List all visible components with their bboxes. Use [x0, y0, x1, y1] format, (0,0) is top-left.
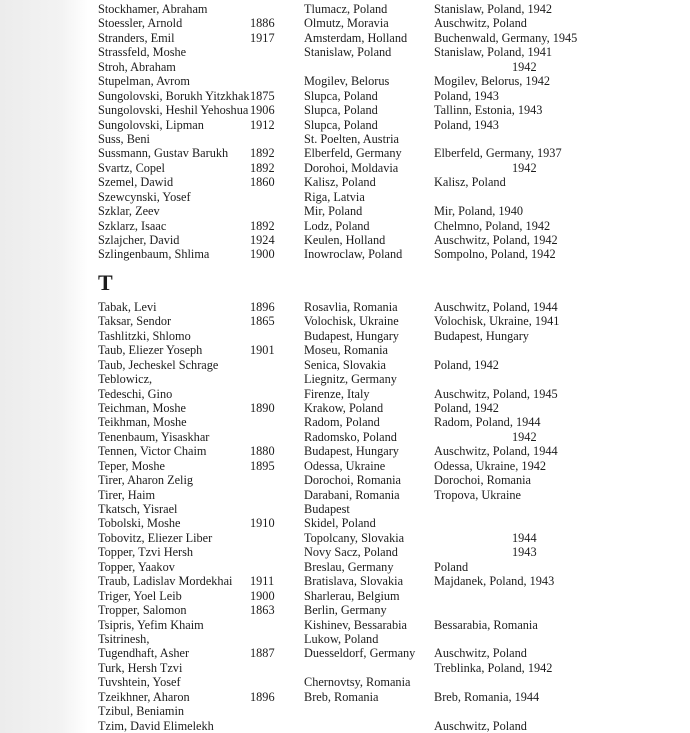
birthplace: [304, 704, 434, 718]
birth-year: 1900: [250, 588, 275, 603]
birthplace: Krakow, Poland: [304, 400, 384, 415]
fate-place-year: Elberfeld, Germany, 1937: [434, 146, 562, 161]
birthplace: Radom, Poland: [304, 415, 380, 430]
birthplace: Senica, Slovakia: [304, 357, 386, 372]
birth-year: [250, 618, 304, 632]
fate-place-year: [434, 632, 690, 646]
table-row: [0, 60, 690, 74]
birthplace: Radomsko, Poland: [304, 429, 397, 444]
victim-name: Taub, Eliezer Yoseph: [98, 343, 203, 358]
birth-year: [250, 430, 304, 444]
table-row: [0, 387, 690, 401]
fate-place-year: Stanislaw, Poland, 1942: [434, 2, 553, 16]
birth-year: 1863: [250, 603, 275, 618]
birthplace: Budapest: [304, 502, 350, 516]
table-row: [0, 473, 690, 487]
victim-name: Tugendhaft, Asher: [98, 646, 190, 661]
fate-place-year: 1942: [512, 59, 537, 74]
victim-name: Teichman, Moshe: [98, 400, 186, 415]
fate-place-year: [434, 516, 690, 530]
victim-name: Turk, Hersh Tzvi: [98, 660, 183, 675]
fate-place-year: Mir, Poland, 1940: [434, 204, 524, 219]
victim-name: Szklarz, Isaac: [98, 218, 167, 233]
table-row: [0, 132, 690, 146]
birth-year: [250, 675, 304, 689]
fate-place-year: [434, 343, 690, 357]
fate-place-year: 1942: [512, 160, 537, 175]
victim-name: Taksar, Sendor: [98, 314, 172, 329]
victim-name: Topper, Yaakov: [98, 559, 175, 574]
table-row: [0, 2, 690, 16]
fate-place-year: [434, 675, 690, 689]
victim-name: Traub, Ladislav Mordekhai: [98, 574, 233, 589]
victim-name: Tobolski, Moshe: [98, 516, 181, 531]
birthplace: Darabani, Romania: [304, 487, 400, 502]
birthplace: [304, 719, 434, 733]
fate-place-year: Bessarabia, Romania: [434, 617, 538, 632]
section-rows: [0, 300, 690, 733]
birth-year: 1901: [250, 343, 275, 358]
victim-name: Tuvshtein, Yosef: [98, 675, 181, 690]
birthplace: [304, 661, 434, 675]
birth-year: 1875: [250, 88, 275, 103]
victim-name: Szklar, Zeev: [98, 204, 160, 219]
table-row: [0, 343, 690, 357]
birth-year: [250, 719, 304, 733]
birthplace: Odessa, Ukraine: [304, 458, 386, 473]
birth-year: [250, 661, 304, 675]
birth-year: 1860: [250, 175, 275, 190]
fate-place-year: [434, 132, 690, 146]
fate-place-year: [434, 372, 690, 386]
birth-year: 1912: [250, 117, 275, 132]
table-row: [0, 204, 690, 218]
victim-name: Sussmann, Gustav Barukh: [98, 146, 229, 161]
victim-name: Tedeschi, Gino: [98, 386, 173, 401]
table-row: [0, 415, 690, 429]
fate-place-year: Auschwitz, Poland, 1945: [434, 386, 558, 401]
birthplace: Novy Sacz, Poland: [304, 545, 398, 560]
table-row: [0, 118, 690, 132]
birth-year: 1865: [250, 314, 275, 329]
table-row: [0, 74, 690, 88]
birth-year: [250, 488, 304, 502]
victim-name: Stockhamer, Abraham: [98, 2, 208, 16]
victim-name: Szlajcher, David: [98, 233, 180, 247]
birth-year: [250, 415, 304, 429]
birth-year: [250, 560, 304, 574]
victim-name: Tsipris, Yefim Khaim: [98, 617, 204, 632]
victim-name: Triger, Yoel Leib: [98, 588, 182, 603]
victim-name: Szlingenbaum, Shlima: [98, 247, 210, 262]
birth-year: [250, 60, 304, 74]
birth-year: [250, 74, 304, 88]
victim-name: Tsitrinesh,: [98, 631, 150, 646]
birth-year: 1892: [250, 160, 275, 175]
table-row: [0, 16, 690, 30]
birthplace: Chernovtsy, Romania: [304, 675, 411, 690]
table-row: [0, 459, 690, 473]
table-row: [0, 574, 690, 588]
fate-place-year: Auschwitz, Poland: [434, 718, 527, 733]
birth-year: [250, 704, 304, 718]
fate-place-year: Stanislaw, Poland, 1941: [434, 45, 553, 60]
fate-place-year: [434, 704, 690, 718]
victim-name: Stranders, Emil: [98, 30, 175, 45]
victim-name: Tennen, Victor Chaim: [98, 444, 207, 459]
fate-place-year: Breb, Romania, 1944: [434, 689, 540, 704]
victim-name: Tobovitz, Eliezer Liber: [98, 530, 213, 545]
victim-name: Tabak, Levi: [98, 299, 157, 314]
fate-place-year: Radom, Poland, 1944: [434, 415, 541, 430]
birthplace: Firenze, Italy: [304, 386, 370, 401]
birth-year: 1895: [250, 458, 275, 473]
birth-year: [250, 531, 304, 545]
table-row: [0, 190, 690, 204]
victim-name: Szemel, Dawid: [98, 175, 174, 190]
birth-year: [250, 358, 304, 372]
victim-name: Topper, Tzvi Hersh: [98, 545, 194, 560]
birth-year: 1896: [250, 299, 275, 314]
birth-year: 1924: [250, 233, 275, 247]
birthplace: Keulen, Holland: [304, 233, 386, 247]
table-row: [0, 690, 690, 704]
birthplace: Liegnitz, Germany: [304, 372, 397, 387]
fate-place-year: Auschwitz, Poland: [434, 16, 527, 31]
birthplace: Moseu, Romania: [304, 343, 389, 358]
victim-name: Svartz, Copel: [98, 160, 165, 175]
birthplace: Breslau, Germany: [304, 559, 394, 574]
victim-name: Sungolovski, Borukh Yitzkhak: [98, 88, 250, 103]
birthplace: Elberfeld, Germany: [304, 146, 402, 161]
birthplace: Amsterdam, Holland: [304, 30, 408, 45]
birthplace: Volochisk, Ukraine: [304, 314, 399, 329]
fate-place-year: [434, 603, 690, 617]
birth-year: 1892: [250, 218, 275, 233]
birthplace: Dorohoi, Moldavia: [304, 160, 399, 175]
fate-place-year: Buchenwald, Germany, 1945: [434, 30, 578, 45]
table-row: [0, 661, 690, 675]
birthplace: Lukow, Poland: [304, 631, 379, 646]
alphabet-section: [0, 270, 690, 733]
victim-name: Teper, Moshe: [98, 458, 165, 473]
victim-name: Tenenbaum, Yisaskhar: [98, 429, 210, 444]
fate-place-year: [434, 502, 690, 516]
birth-year: [250, 545, 304, 559]
victim-name: Tkatsch, Yisrael: [98, 502, 178, 516]
birthplace: Topolcany, Slovakia: [304, 530, 405, 545]
birthplace: Stanislaw, Poland: [304, 45, 392, 60]
table-row: [0, 45, 690, 59]
birth-year: [250, 632, 304, 646]
birthplace: Skidel, Poland: [304, 516, 376, 531]
fate-place-year: Treblinka, Poland, 1942: [434, 660, 553, 675]
fate-place-year: Poland, 1943: [434, 88, 499, 103]
table-row: [0, 233, 690, 247]
table-row: [0, 247, 690, 261]
section-rows: [0, 2, 690, 262]
birth-year: [250, 372, 304, 386]
birth-year: [250, 45, 304, 59]
fate-place-year: [434, 589, 690, 603]
fate-place-year: Sompolno, Poland, 1942: [434, 247, 556, 262]
birth-year: [250, 473, 304, 487]
birthplace: Slupca, Poland: [304, 103, 378, 118]
birthplace: Bratislava, Slovakia: [304, 574, 404, 589]
victim-name: Szewcynski, Yosef: [98, 189, 191, 204]
birthplace: St. Poelten, Austria: [304, 131, 399, 146]
victim-name: Stoessler, Arnold: [98, 16, 183, 31]
birthplace: Breb, Romania: [304, 689, 379, 704]
fate-place-year: Auschwitz, Poland, 1942: [434, 233, 558, 247]
fate-place-year: Poland, 1943: [434, 117, 499, 132]
victim-name: Tropper, Salomon: [98, 603, 187, 618]
birth-year: 1896: [250, 689, 275, 704]
table-row: [0, 175, 690, 189]
fate-place-year: 1943: [512, 545, 537, 560]
birthplace: Kishinev, Bessarabia: [304, 617, 408, 632]
table-row: [0, 300, 690, 314]
fate-place-year: Odessa, Ukraine, 1942: [434, 458, 547, 473]
victim-name: Suss, Beni: [98, 131, 150, 146]
birth-year: 1910: [250, 516, 275, 531]
table-row: [0, 704, 690, 718]
fate-place-year: Mogilev, Belorus, 1942: [434, 74, 551, 89]
fate-place-year: Budapest, Hungary: [434, 328, 529, 343]
table-row: [0, 646, 690, 660]
fate-place-year: Tallinn, Estonia, 1943: [434, 103, 543, 118]
birthplace: Berlin, Germany: [304, 603, 387, 618]
table-row: [0, 314, 690, 328]
table-row: [0, 430, 690, 444]
birthplace: Mir, Poland: [304, 204, 363, 219]
fate-place-year: 1944: [512, 530, 537, 545]
table-row: [0, 502, 690, 516]
fate-place-year: Auschwitz, Poland, 1944: [434, 444, 558, 459]
birth-year: [250, 502, 304, 516]
table-row: [0, 516, 690, 530]
fate-place-year: Volochisk, Ukraine, 1941: [434, 314, 560, 329]
fate-place-year: Tropova, Ukraine: [434, 487, 521, 502]
birthplace: Dorochoi, Romania: [304, 473, 401, 488]
table-row: [0, 444, 690, 458]
table-row: [0, 146, 690, 160]
birthplace: Slupca, Poland: [304, 117, 378, 132]
birthplace: Kalisz, Poland: [304, 175, 376, 190]
table-row: [0, 219, 690, 233]
victim-name: Strassfeld, Moshe: [98, 45, 187, 60]
table-row: [0, 531, 690, 545]
victim-name: Teikhman, Moshe: [98, 415, 187, 430]
table-row: [0, 618, 690, 632]
birthplace: Mogilev, Belorus: [304, 74, 390, 89]
birthplace: Slupca, Poland: [304, 88, 378, 103]
victim-name: Tirer, Aharon Zelig: [98, 473, 194, 488]
birth-year: [250, 132, 304, 146]
victim-name: Sungolovski, Heshil Yehoshua: [98, 103, 249, 118]
victim-name: Sungolovski, Lipman: [98, 117, 204, 132]
birthplace: Budapest, Hungary: [304, 444, 399, 459]
birth-year: 1911: [250, 574, 275, 589]
table-row: [0, 103, 690, 117]
table-row: [0, 329, 690, 343]
table-row: [0, 545, 690, 559]
fate-place-year: Chelmno, Poland, 1942: [434, 218, 551, 233]
birth-year: 1890: [250, 400, 275, 415]
fate-place-year: Poland: [434, 559, 469, 574]
birthplace: Riga, Latvia: [304, 189, 365, 204]
birthplace: Duesseldorf, Germany: [304, 646, 416, 661]
fate-place-year: Kalisz, Poland: [434, 175, 506, 190]
birth-year: 1900: [250, 247, 275, 262]
table-row: [0, 401, 690, 415]
table-row: [0, 632, 690, 646]
victim-name: Tirer, Haim: [98, 487, 156, 502]
table-row: [0, 589, 690, 603]
table-row: [0, 31, 690, 45]
fate-place-year: Auschwitz, Poland: [434, 646, 527, 661]
birth-year: [250, 387, 304, 401]
birth-year: [250, 204, 304, 218]
table-row: [0, 560, 690, 574]
birth-year: 1887: [250, 646, 275, 661]
fate-place-year: Poland, 1942: [434, 357, 499, 372]
birth-year: [250, 2, 304, 16]
table-row: [0, 372, 690, 386]
birth-year: 1880: [250, 444, 275, 459]
birthplace: Budapest, Hungary: [304, 328, 399, 343]
fate-place-year: Majdanek, Poland, 1943: [434, 574, 555, 589]
birthplace: Inowroclaw, Poland: [304, 247, 403, 262]
table-row: [0, 675, 690, 689]
birthplace: Lodz, Poland: [304, 218, 370, 233]
victim-name: Tzim, David Elimelekh: [98, 718, 214, 733]
victim-name: Teblowicz,: [98, 372, 153, 387]
birthplace: [304, 60, 434, 74]
birthplace: Sharlerau, Belgium: [304, 588, 400, 603]
alphabet-section: [0, 2, 690, 262]
birthplace: Olmutz, Moravia: [304, 16, 389, 31]
table-row: [0, 603, 690, 617]
birth-year: [250, 190, 304, 204]
section-heading-letter: T: [98, 269, 114, 295]
birth-year: 1886: [250, 16, 275, 31]
birth-year: [250, 329, 304, 343]
birthplace: Tlumacz, Poland: [304, 2, 388, 16]
birth-year: 1892: [250, 146, 275, 161]
table-row: [0, 89, 690, 103]
birth-year: 1906: [250, 103, 275, 118]
fate-place-year: Auschwitz, Poland, 1944: [434, 299, 558, 314]
fate-place-year: [434, 190, 690, 204]
table-row: [0, 488, 690, 502]
victim-name: Tzeikhner, Aharon: [98, 689, 190, 704]
fate-place-year: Dorochoi, Romania: [434, 473, 531, 488]
victim-name: Stroh, Abraham: [98, 59, 176, 74]
fate-place-year: 1942: [512, 429, 537, 444]
table-row: [0, 719, 690, 733]
table-row: [0, 358, 690, 372]
birth-year: 1917: [250, 30, 275, 45]
victim-name: Tashlitzki, Shlomo: [98, 328, 191, 343]
fate-place-year: Poland, 1942: [434, 400, 499, 415]
victim-name: Tzibul, Beniamin: [98, 704, 185, 719]
victim-name: Taub, Jecheskel Schrage: [98, 357, 219, 372]
victim-name: Stupelman, Avrom: [98, 74, 190, 89]
table-row: [0, 161, 690, 175]
birthplace: Rosavlia, Romania: [304, 299, 398, 314]
